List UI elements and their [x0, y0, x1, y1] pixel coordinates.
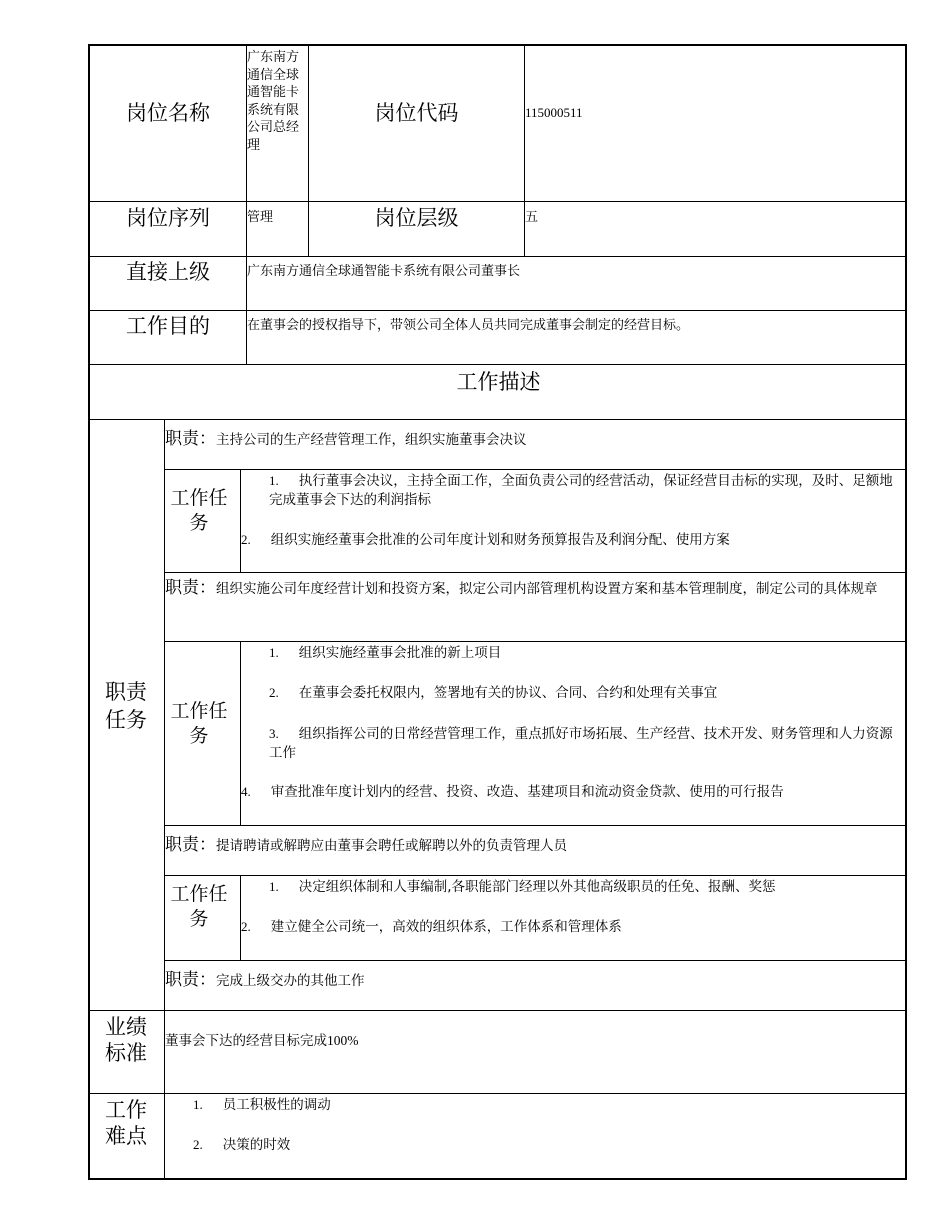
row-divider — [164, 572, 907, 573]
responsibility-prefix: 职责： — [165, 970, 216, 990]
task-text: 执行董事会决议，主持全面工作，全面负责公司的经营活动，保证经营目击标的实现，及时、足额地完成董事会下达的利润指标 — [269, 473, 893, 508]
responsibility-header — [165, 830, 567, 856]
task-number: 3. — [269, 726, 279, 741]
task-text: 决定组织体制和人事编制,各职能部门经理以外其他高级职员的任免、报酬、奖惩 — [298, 879, 776, 895]
task-number: 4. — [241, 784, 251, 799]
task-item — [269, 643, 895, 663]
responsibility-header — [165, 424, 527, 450]
col-divider — [240, 469, 241, 573]
row-divider — [88, 1010, 907, 1011]
purpose-label: 工作目的 — [126, 314, 210, 338]
task-text: 组织指挥公司的日常经营管理工作，重点抓好市场拓展、生产经营、技术开发、财务管理和人力资源工作 — [269, 726, 893, 761]
position-level-label: 岗位层级 — [374, 206, 459, 230]
task-number: 2. — [241, 919, 251, 934]
task-text: 组织实施经董事会批准的公司年度计划和财务预算报告及利润分配、使用方案 — [270, 532, 730, 548]
responsibility-prefix: 职责： — [165, 578, 216, 598]
task-text: 建立健全公司统一，高效的组织体系，工作体系和管理体系 — [270, 919, 622, 935]
row-divider — [164, 960, 907, 961]
task-text: 组织实施经董事会批准的新上项目 — [298, 645, 502, 661]
performance-value: 100% — [327, 1033, 359, 1048]
responsibility-text: 组织实施公司年度经营计划和投资方案，拟定公司内部管理机构设置方案和基本管理制度，制定公司的具体规章 — [216, 581, 878, 597]
difficulty-number: 2. — [193, 1137, 203, 1152]
difficulty-text: 员工积极性的调动 — [222, 1097, 331, 1113]
task-label: 工作任务 — [170, 700, 228, 747]
section-title: 工作描述 — [456, 370, 541, 394]
responsibility-header — [165, 965, 365, 991]
row-divider — [88, 310, 907, 311]
task-label: 工作任务 — [170, 487, 228, 534]
task-number: 2. — [269, 685, 279, 700]
difficulties-label: 工作难点 — [105, 1098, 147, 1148]
difficulty-item — [193, 1095, 331, 1115]
task-number: 1. — [269, 645, 279, 660]
task-item — [241, 917, 895, 937]
row-divider — [88, 1093, 907, 1094]
task-item — [269, 471, 895, 510]
row-divider — [164, 875, 907, 876]
task-item — [241, 530, 895, 550]
row-divider — [164, 469, 907, 470]
task-label: 工作任务 — [170, 883, 228, 930]
task-text: 审查批准年度计划内的经营、投资、改造、基建项目和流动资金贷款、使用的可行报告 — [270, 784, 784, 800]
position-code-value: 115000511 — [525, 105, 583, 120]
responsibilities-label: 职责任务 — [105, 680, 147, 732]
difficulty-number: 1. — [193, 1097, 203, 1112]
task-number: 1. — [269, 879, 279, 894]
row-divider — [88, 201, 907, 202]
position-name-value: 广东南方通信全球通智能卡系统有限公司总经理 — [247, 50, 300, 153]
row-divider — [164, 641, 907, 642]
responsibility-header — [165, 578, 899, 599]
performance-label: 业绩标准 — [105, 1015, 147, 1065]
task-text: 在董事会委托权限内，签署地有关的协议、合同、合约和处理有关事宜 — [298, 685, 718, 701]
performance-text — [165, 1031, 359, 1051]
position-sequence-label: 岗位序列 — [126, 206, 210, 230]
task-number: 1. — [269, 473, 279, 488]
responsibility-prefix: 职责： — [165, 835, 216, 855]
difficulty-item — [193, 1135, 290, 1155]
supervisor-value: 广东南方通信全球通智能卡系统有限公司董事长 — [247, 264, 521, 279]
row-divider — [88, 419, 907, 420]
difficulty-text: 决策的时效 — [222, 1137, 291, 1153]
purpose-value: 在董事会的授权指导下，带领公司全体人员共同完成董事会制定的经营目标。 — [247, 318, 690, 333]
performance-text-prefix: 董事会下达的经营目标完成 — [165, 1033, 327, 1049]
row-divider — [88, 364, 907, 365]
responsibility-text: 主持公司的生产经营管理工作，组织实施董事会决议 — [216, 432, 527, 448]
col-divider — [164, 419, 165, 1180]
responsibility-text: 提请聘请或解聘应由董事会聘任或解聘以外的负责管理人员 — [216, 838, 567, 854]
position-name-label: 岗位名称 — [126, 101, 210, 125]
task-item — [269, 683, 895, 703]
responsibility-text: 完成上级交办的其他工作 — [216, 973, 365, 989]
position-level-value: 五 — [525, 210, 539, 225]
task-item — [269, 724, 895, 763]
row-divider — [164, 825, 907, 826]
supervisor-label: 直接上级 — [126, 260, 210, 284]
task-item — [241, 782, 895, 802]
row-divider — [88, 256, 907, 257]
task-number: 2. — [241, 532, 251, 547]
position-sequence-value: 管理 — [247, 210, 274, 225]
responsibility-prefix: 职责： — [165, 429, 216, 449]
position-code-label: 岗位代码 — [374, 101, 459, 125]
task-item — [269, 877, 895, 897]
